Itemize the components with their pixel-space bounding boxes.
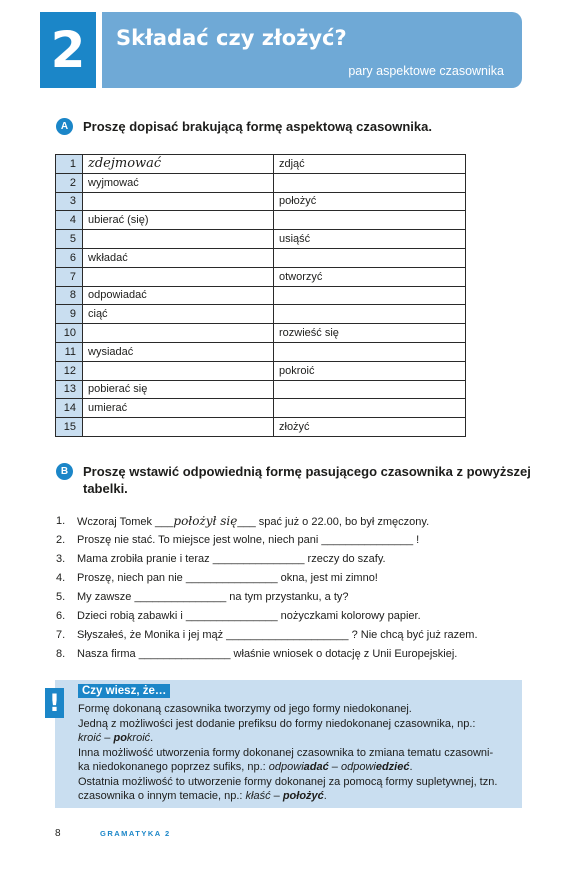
perfective-cell: zdjąć (274, 155, 466, 174)
separator: – (328, 761, 341, 773)
imperfective-cell: ubierać (się) (83, 211, 274, 230)
table-row (56, 248, 466, 267)
aspect-table (55, 154, 466, 437)
imperfective-cell: pobierać się (83, 380, 274, 399)
perfective-cell (274, 380, 466, 399)
item-number: 1. (56, 515, 66, 527)
perfective-cell (274, 286, 466, 305)
row-number: 10 (56, 324, 83, 343)
table-row (56, 192, 466, 211)
item-number: 2. (56, 534, 66, 546)
exercise-item (56, 645, 486, 664)
imperfective-cell (83, 324, 274, 343)
info-line: Formę dokonaną czasownika tworzymy od jego formy niedokonanej. (78, 703, 412, 715)
imperfective-cell: odpowiadać (83, 286, 274, 305)
row-number: 7 (56, 267, 83, 286)
row-number: 3 (56, 192, 83, 211)
perfective-cell: złożyć (274, 418, 466, 437)
row-number: 13 (56, 380, 83, 399)
table-row (56, 305, 466, 324)
example-word: kroić (126, 732, 151, 744)
item-text-post: ___ spać już o 22.00, bo był zmęczony. (237, 516, 430, 528)
perfective-cell (274, 399, 466, 418)
row-number: 4 (56, 211, 83, 230)
table-row (56, 380, 466, 399)
imperfective-cell (83, 267, 274, 286)
exercise-item (56, 607, 486, 626)
section-a-heading (56, 118, 432, 135)
punct: . (409, 761, 413, 773)
info-example-1 (78, 731, 518, 746)
table-row (56, 267, 466, 286)
item-text: Nasza firma _______________ właśnie wniosek o dotację z Unii Europejskiej. (77, 648, 458, 660)
exercise-item (56, 531, 486, 550)
row-number: 1 (56, 155, 83, 174)
table-row (56, 230, 466, 249)
exercise-item (56, 512, 486, 531)
exercise-b-list (56, 512, 486, 664)
example-word: położyć (282, 790, 324, 802)
perfective-cell: rozwieść się (274, 324, 466, 343)
info-line: Inna możliwość utworzenia formy dokonanej czasownika to zmiana tematu czasowni- (78, 746, 494, 759)
handwritten-answer: położył się (173, 514, 238, 528)
table-row (56, 155, 466, 174)
row-number: 15 (56, 418, 83, 437)
perfective-cell (274, 248, 466, 267)
footer-label: GRAMATYKA 2 (100, 829, 171, 838)
item-text: My zawsze _______________ na tym przystanku, a ty? (77, 591, 349, 603)
item-text (77, 512, 429, 531)
row-number: 9 (56, 305, 83, 324)
chapter-title: Składać czy złożyć? (116, 26, 347, 50)
info-line: Ostatnia możliwość to utworzenie formy dokonanej za pomocą formy supletywnej, tzn. (78, 775, 498, 788)
example-suffix: adać (303, 761, 329, 773)
separator: – (101, 732, 114, 744)
table-row (56, 211, 466, 230)
imperfective-cell (83, 361, 274, 380)
exercise-item (56, 588, 486, 607)
row-number: 8 (56, 286, 83, 305)
item-number: 8. (56, 648, 66, 660)
table-row (56, 324, 466, 343)
table-row (56, 361, 466, 380)
perfective-cell: otworzyć (274, 267, 466, 286)
imperfective-cell: zdejmować (83, 155, 274, 174)
section-b-title: Proszę wstawić odpowiednią formę pasującego czasownika z powyższej tabelki. (83, 464, 531, 496)
item-text-pre: Wczoraj Tomek ___ (77, 516, 174, 528)
example-word: odpowi (340, 761, 376, 773)
item-text: Słyszałeś, że Monika i jej mąż ____________________ ? Nie chcą być już razem. (77, 629, 478, 641)
exclamation-icon: ! (45, 688, 64, 718)
table-row (56, 418, 466, 437)
row-number: 12 (56, 361, 83, 380)
perfective-cell: położyć (274, 192, 466, 211)
item-number: 5. (56, 591, 66, 603)
imperfective-cell: wysiadać (83, 342, 274, 361)
separator: – (270, 790, 283, 802)
info-text: czasownika o innym temacie, np.: (78, 790, 246, 802)
imperfective-cell: wkładać (83, 248, 274, 267)
section-a-badge: A (56, 118, 73, 135)
section-b-heading (56, 463, 536, 497)
item-text: Proszę, niech pan nie _______________ okna, jest mi zimno! (77, 572, 378, 584)
info-line: Jedną z możliwości jest dodanie prefiksu do formy niedokonanej czasownika, np.: (78, 717, 476, 730)
chapter-header-bar (102, 12, 522, 88)
chapter-subtitle: pary aspektowe czasownika (348, 64, 504, 78)
example-prefix: po (113, 732, 127, 744)
section-b-badge: B (56, 463, 73, 480)
chapter-number: 2 (40, 12, 96, 88)
page-number: 8 (55, 828, 61, 839)
perfective-cell (274, 305, 466, 324)
exercise-item (56, 569, 486, 588)
table-row (56, 173, 466, 192)
imperfective-cell: umierać (83, 399, 274, 418)
perfective-cell (274, 173, 466, 192)
imperfective-cell (83, 230, 274, 249)
perfective-cell (274, 342, 466, 361)
exercise-item (56, 626, 486, 645)
item-text: Proszę nie stać. To miejsce jest wolne, niech pani _______________ ! (77, 534, 420, 546)
table-row (56, 286, 466, 305)
exercise-item (56, 550, 486, 569)
imperfective-cell (83, 418, 274, 437)
row-number: 6 (56, 248, 83, 267)
table-row (56, 399, 466, 418)
info-body (78, 702, 518, 804)
section-a-title: Proszę dopisać brakującą formę aspektową czasownika. (83, 119, 432, 134)
row-number: 2 (56, 173, 83, 192)
item-number: 4. (56, 572, 66, 584)
row-number: 5 (56, 230, 83, 249)
row-number: 11 (56, 342, 83, 361)
imperfective-cell: wyjmować (83, 173, 274, 192)
example-word: kroić (78, 732, 102, 744)
item-number: 7. (56, 629, 66, 641)
example-suffix: edzieć (375, 761, 410, 773)
info-line (78, 760, 518, 775)
punct: . (150, 732, 154, 744)
item-text: Mama zrobiła pranie i teraz _______________ rzeczy do szafy. (77, 553, 386, 565)
table-row (56, 342, 466, 361)
perfective-cell (274, 211, 466, 230)
row-number: 14 (56, 399, 83, 418)
example-word: kłaść (245, 790, 271, 802)
example-word: odpowi (268, 761, 304, 773)
item-text: Dzieci robią zabawki i _______________ nożyczkami kolorowy papier. (77, 610, 421, 622)
item-number: 3. (56, 553, 66, 565)
perfective-cell: pokroić (274, 361, 466, 380)
info-line (78, 789, 518, 804)
imperfective-cell: ciąć (83, 305, 274, 324)
info-heading: Czy wiesz, że… (78, 684, 170, 698)
perfective-cell: usiąść (274, 230, 466, 249)
item-number: 6. (56, 610, 66, 622)
info-text: ka niedokonanego poprzez sufiks, np.: (78, 761, 269, 773)
punct: . (323, 790, 327, 802)
imperfective-cell (83, 192, 274, 211)
